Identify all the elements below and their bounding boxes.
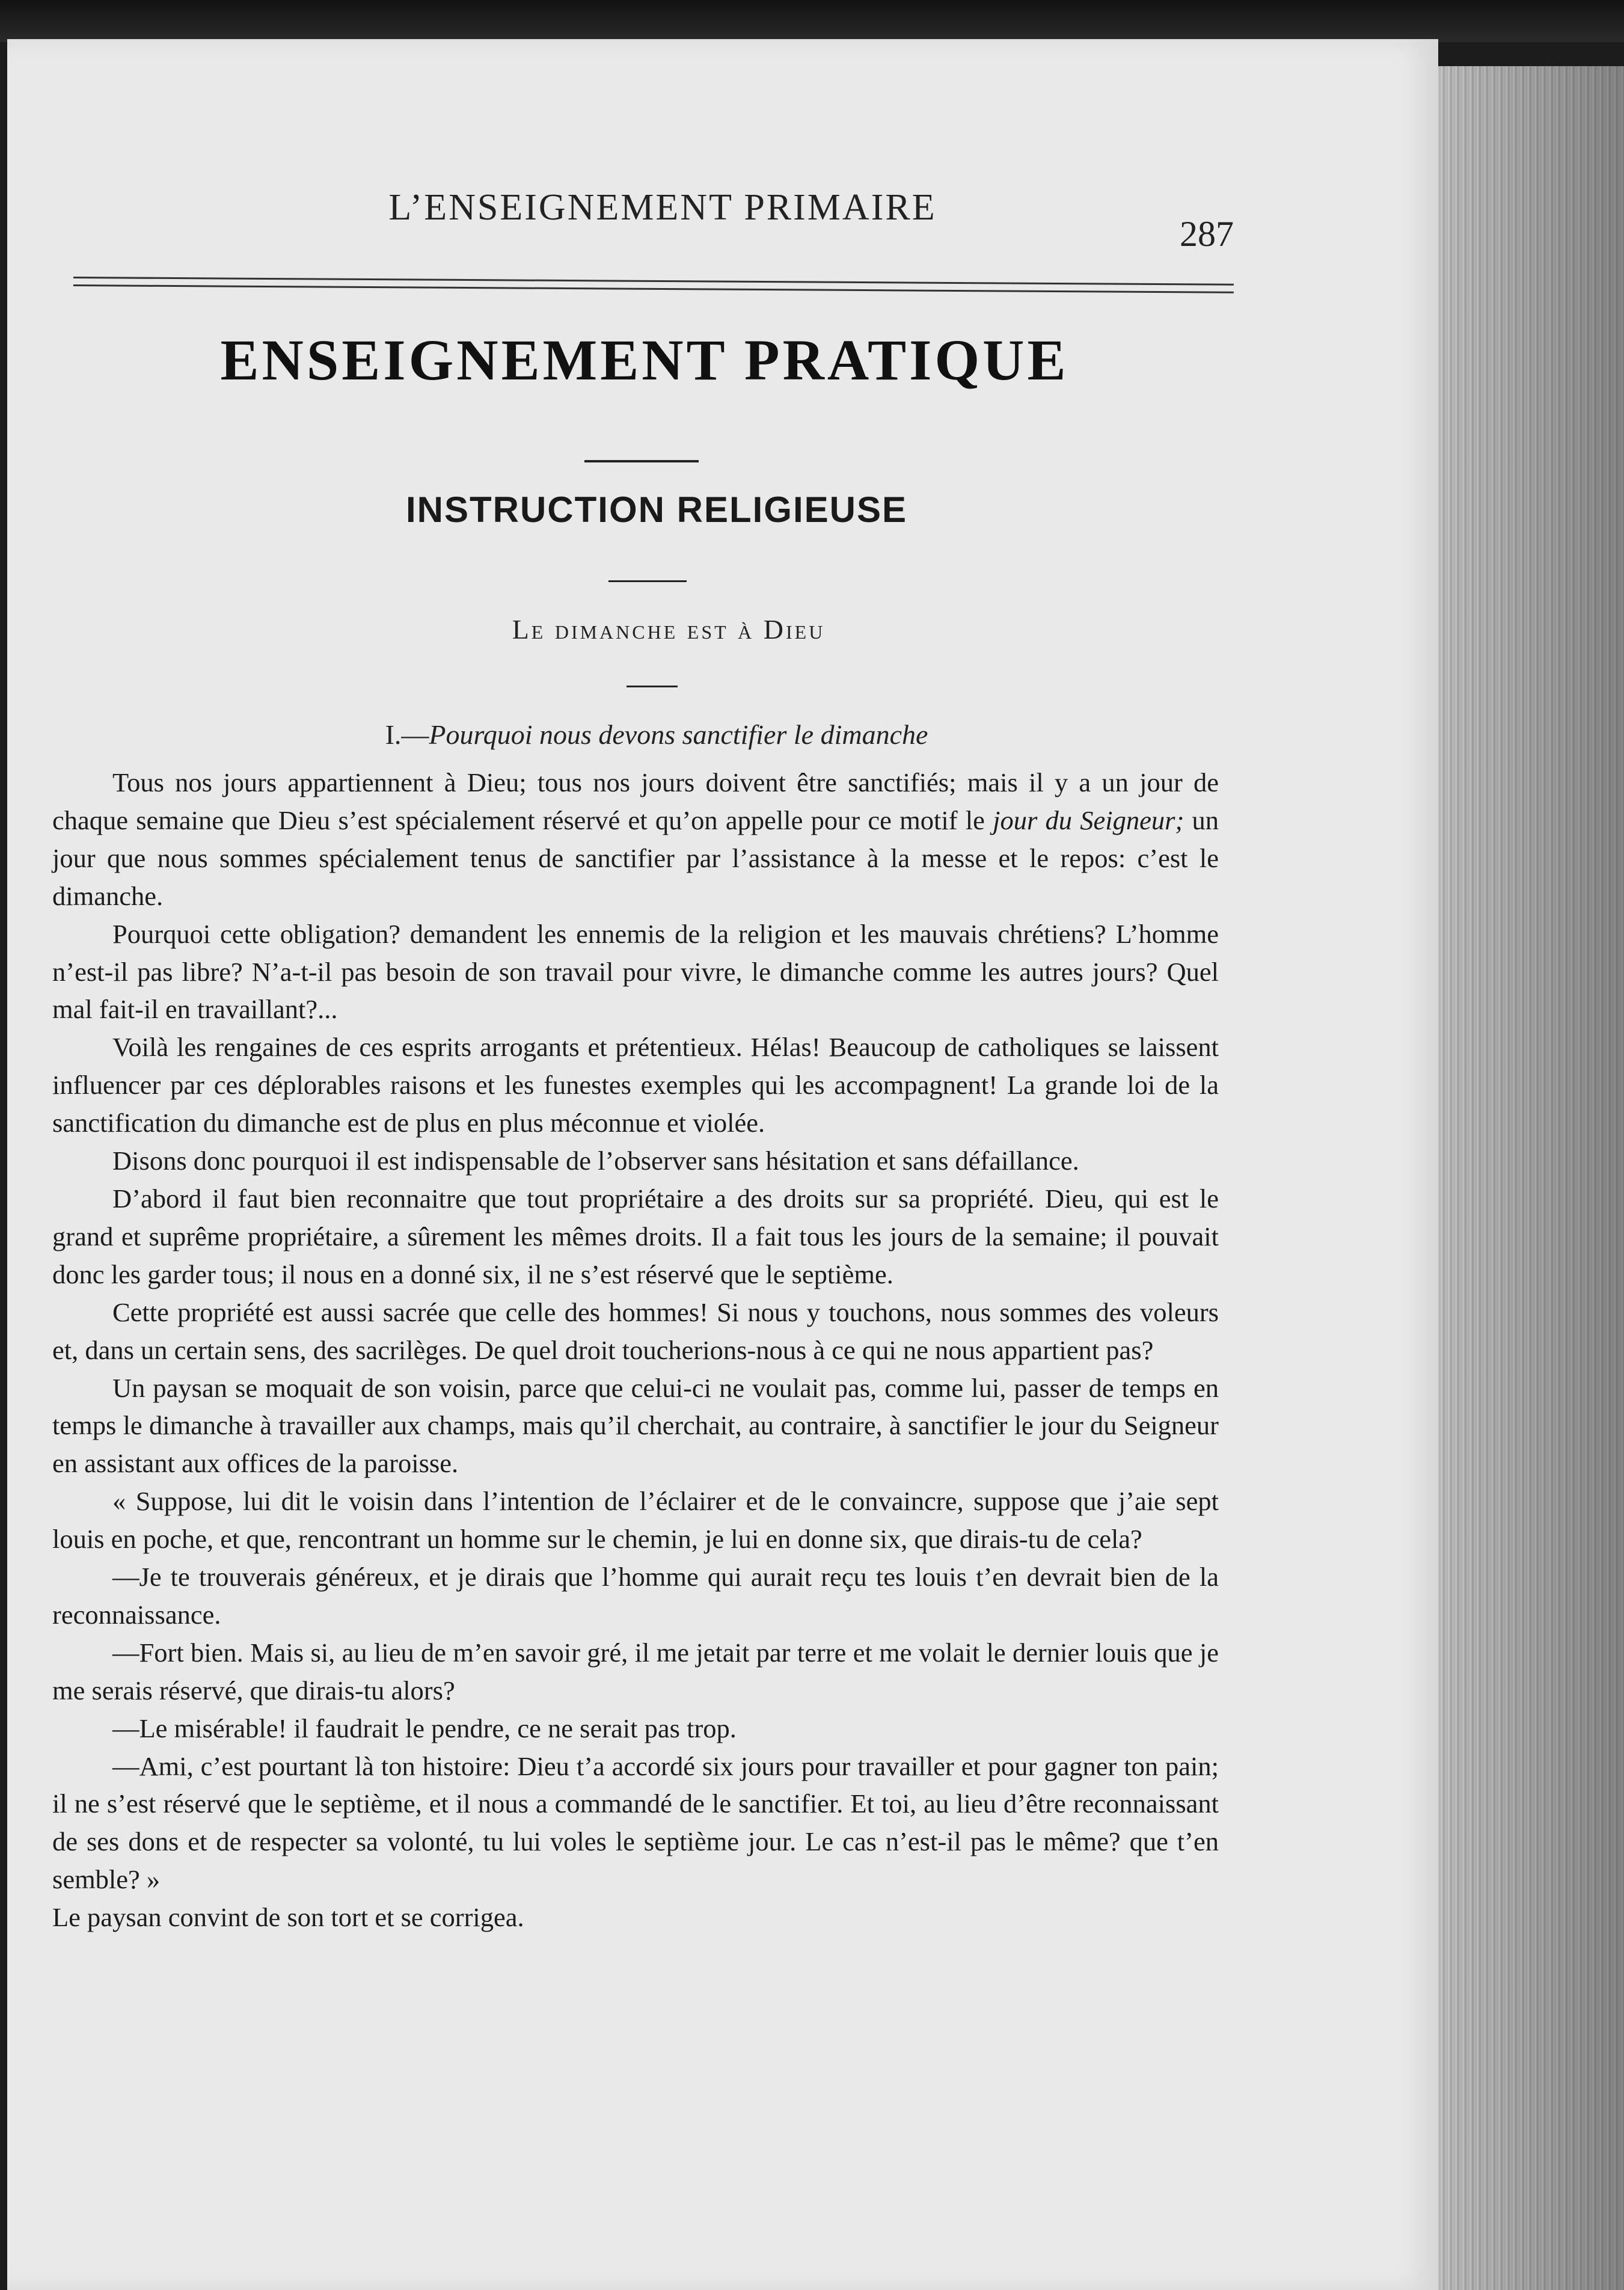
paragraph: Le paysan convint de son tort et se corrigea. — [52, 1902, 524, 1933]
part-title-text: Pourquoi nous devons sanctifier le dimanche — [429, 719, 928, 750]
paragraph: —Fort bien. Mais si, au lieu de m’en savoir gré, il me jetait par terre et me volait le dernier louis que je me serais réservé, que dirais-tu alors? — [52, 1637, 1219, 1705]
section-title: INSTRUCTION RELIGIEUSE — [405, 490, 908, 530]
paragraph-text: un jour que nous sommes spécialement tenus de sanctifier par l’assistance à la messe et le repos: c’est le dimanche. — [52, 805, 1219, 911]
emphasis-text: jour du Seigneur; — [993, 805, 1184, 835]
paragraph: —Le misérable! il faudrait le pendre, ce ne serait pas trop. — [112, 1713, 737, 1743]
paragraph: Cette propriété est aussi sacrée que celle des hommes! Si nous y touchons, nous sommes des voleurs et, dans un certain sens, des sacrilèges. De quel droit toucherions-nous à ce qui ne nous appartient pas? — [52, 1297, 1219, 1365]
paragraph — [52, 764, 1219, 915]
book-page — [7, 39, 1438, 2290]
paragraph: Voilà les rengaines de ces esprits arrogants et prétentieux. Hélas! Beaucoup de catholiques se laissent influencer par ces déplorables raisons et les funestes exemples qui les accompagnent! La grande loi de la sanctification du dimanche est de plus en plus méconnue et violée. — [52, 1032, 1219, 1138]
page-content — [7, 39, 1438, 2290]
subtitle-divider — [627, 686, 678, 687]
paragraph: Un paysan se moquait de son voisin, parce que celui-ci ne voulait pas, comme lui, passer de temps en temps le dimanche à travailler aux champs, mais qu’il cherchait, au contraire, à sanctifier le jour du Seigneur en assistant aux offices de la paroisse. — [52, 1372, 1219, 1479]
book-page-edges — [1431, 66, 1624, 2290]
body-text — [52, 764, 1219, 1936]
paragraph: « Suppose, lui dit le voisin dans l’intention de l’éclairer et de le convaincre, suppose que j’aie sept louis en poche, et que, rencontrant un homme sur le chemin, je lui en donne six, que dirais-tu de cela? — [52, 1486, 1219, 1555]
paragraph: —Je te trouverais généreux, et je dirais que l’homme qui aurait reçu tes louis t’en devrait bien de la reconnaissance. — [52, 1562, 1219, 1630]
page-title: ENSEIGNEMENT PRATIQUE — [220, 328, 1069, 392]
paragraph: Pourquoi cette obligation? demandent les ennemis de la religion et les mauvais chrétiens? L’homme n’est-il pas libre? N’a-t-il pas besoin de son travail pour vivre, le dimanche comme les autres jours? Quel mal fait-il en travaillant?... — [52, 918, 1219, 1025]
header-rule — [73, 277, 1234, 293]
title-divider — [584, 460, 699, 462]
page-number: 287 — [1180, 214, 1234, 254]
paragraph: —Ami, c’est pourtant là ton histoire: Dieu t’a accordé six jours pour travailler et pour gagner ton pain; il ne s’est réservé que le septième, et il nous a commandé de le sanctifier. Et toi, au lieu d’être reconnaissant de ses dons et de respecter sa volonté, tu lui voles le septième jour. Le cas n’est-il pas le même? que t’en semble? » — [52, 1751, 1219, 1895]
paragraph-text: Tous nos jours appartiennent à Dieu; tous nos jours doivent être sanctifiés; mais il y a un jour de chaque semaine que Dieu s’est spécialement réservé et qu’on appelle pour ce motif le — [52, 767, 1219, 835]
section-divider — [608, 580, 687, 582]
paragraph: Disons donc pourquoi il est indispensable de l’observer sans hésitation et sans défaillance. — [112, 1146, 1079, 1176]
lesson-subtitle: Le dimanche est à Dieu — [512, 614, 826, 645]
paragraph: D’abord il faut bien reconnaitre que tout propriétaire a des droits sur sa propriété. Dieu, qui est le grand et suprême propriétaire, a sûrement les mêmes droits. Il a fait tous les jours de la semaine; il pouvait donc les garder tous; il nous en a donné six, il ne s’est réservé que le septième. — [52, 1183, 1219, 1289]
running-head: L’ENSEIGNEMENT PRIMAIRE — [388, 187, 937, 228]
part-number: I.— — [385, 719, 429, 750]
scan-background — [0, 0, 1624, 42]
part-heading — [236, 719, 1077, 751]
